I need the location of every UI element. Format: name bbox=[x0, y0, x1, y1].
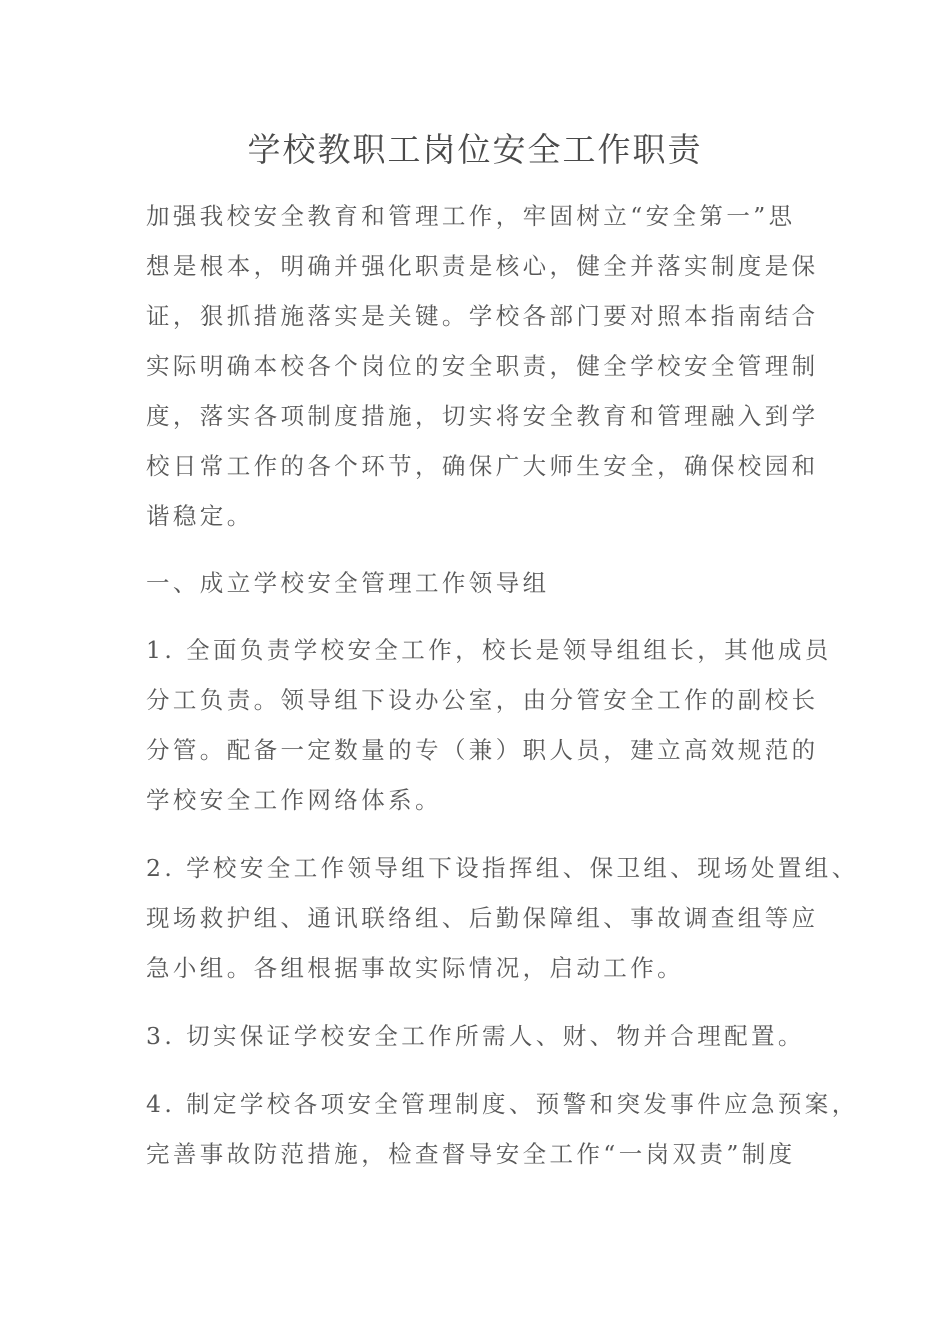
section-heading: 一、成立学校安全管理工作领导组 bbox=[146, 569, 550, 597]
intro-line: 加强我校安全教育和管理工作，牢固树立“安全第一”思 bbox=[146, 202, 796, 230]
item-2-line: 现场救护组、通讯联络组、后勤保障组、事故调查组等应 bbox=[146, 904, 819, 932]
intro-line: 想是根本，明确并强化职责是核心，健全并落实制度是保 bbox=[146, 252, 819, 280]
item-4-line: 4. 制定学校各项安全管理制度、预警和突发事件应急预案， bbox=[146, 1090, 859, 1118]
intro-line: 实际明确本校各个岗位的安全职责，健全学校安全管理制 bbox=[146, 352, 819, 380]
item-2-line: 2. 学校安全工作领导组下设指挥组、保卫组、现场处置组、 bbox=[146, 854, 859, 882]
item-1-line: 学校安全工作网络体系。 bbox=[146, 786, 442, 814]
item-1-line: 分工负责。领导组下设办公室，由分管安全工作的副校长 bbox=[146, 686, 819, 714]
intro-line: 校日常工作的各个环节，确保广大师生安全，确保校园和 bbox=[146, 452, 819, 480]
item-3-line: 3. 切实保证学校安全工作所需人、财、物并合理配置。 bbox=[146, 1022, 805, 1050]
intro-line: 谐稳定。 bbox=[146, 502, 254, 530]
item-1-line: 分管。配备一定数量的专（兼）职人员，建立高效规范的 bbox=[146, 736, 819, 764]
intro-line: 证，狠抓措施落实是关键。学校各部门要对照本指南结合 bbox=[146, 302, 819, 330]
intro-line: 度，落实各项制度措施，切实将安全教育和管理融入到学 bbox=[146, 402, 819, 430]
item-1-line: 1. 全面负责学校安全工作，校长是领导组组长，其他成员 bbox=[146, 636, 832, 664]
item-2-line: 急小组。各组根据事故实际情况，启动工作。 bbox=[146, 954, 684, 982]
page-title: 学校教职工岗位安全工作职责 bbox=[247, 130, 703, 169]
item-4-line: 完善事故防范措施，检查督导安全工作“一岗双责”制度 bbox=[146, 1140, 796, 1168]
